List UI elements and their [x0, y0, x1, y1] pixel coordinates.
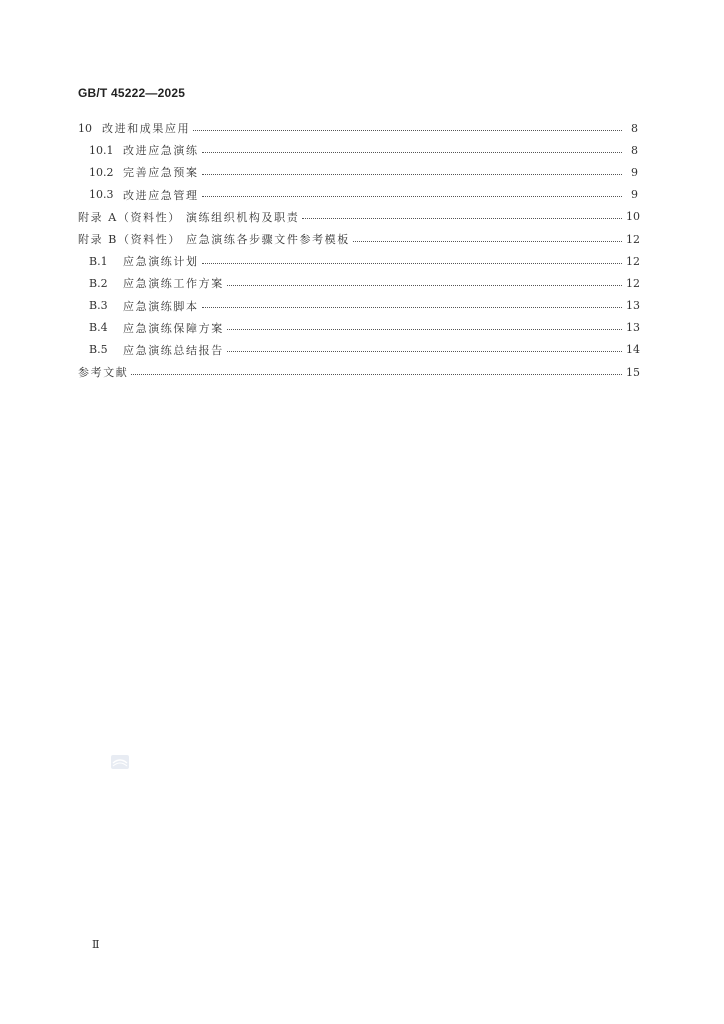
toc-entry-title: 改进应急管理	[123, 188, 199, 202]
toc-leader-dots	[353, 241, 622, 242]
toc-entry-page: 9	[631, 165, 638, 179]
toc-entry-number: B.2	[89, 276, 108, 290]
toc-entry-title: 应急演练工作方案	[123, 277, 224, 291]
toc-entry-number: B.1	[89, 254, 108, 268]
toc-leader-dots	[202, 196, 622, 197]
toc-entry-title: 附录 B（资料性） 应急演练各步骤文件参考模板	[78, 233, 350, 247]
toc-entry[interactable]	[78, 272, 638, 294]
publisher-logo-graphic	[110, 754, 130, 770]
toc-leader-dots	[227, 329, 622, 330]
toc-leader-dots	[131, 374, 622, 375]
document-header: GB/T 45222—2025	[78, 86, 186, 100]
toc-entry-title: 应急演练计划	[123, 255, 199, 269]
toc-entry-title: 应急演练脚本	[123, 299, 199, 313]
toc-entry[interactable]	[78, 361, 638, 383]
toc-entry-title: 应急演练保障方案	[123, 321, 224, 335]
toc-leader-dots	[227, 351, 622, 352]
toc-leader-dots	[202, 174, 622, 175]
table-of-contents	[78, 117, 638, 383]
toc-entry-title: 改进应急演练	[123, 144, 199, 158]
toc-entry[interactable]	[78, 184, 638, 206]
page-number: Ⅱ	[92, 938, 100, 951]
toc-entry[interactable]	[78, 206, 638, 228]
toc-entry-page: 12	[626, 254, 640, 268]
toc-entry[interactable]	[78, 317, 638, 339]
toc-entry[interactable]	[78, 250, 638, 272]
toc-entry-page: 12	[626, 276, 640, 290]
toc-entry-page: 8	[631, 143, 638, 157]
toc-entry-page: 10	[626, 210, 640, 224]
toc-entry-number: B.5	[89, 343, 108, 357]
toc-entry-page: 13	[626, 299, 640, 313]
toc-leader-dots	[193, 130, 622, 131]
toc-entry-number: B.3	[89, 299, 108, 313]
toc-entry-page: 14	[626, 343, 640, 357]
toc-leader-dots	[302, 218, 622, 219]
toc-entry-title: 改进和成果应用	[102, 122, 191, 136]
toc-entry-number: 10.2	[89, 165, 114, 179]
toc-leader-dots	[202, 307, 622, 308]
toc-entry-page: 9	[631, 188, 638, 202]
toc-entry[interactable]	[78, 161, 638, 183]
toc-entry-title: 参考文献	[78, 366, 129, 380]
toc-entry-page: 12	[626, 232, 640, 246]
toc-entry[interactable]	[78, 295, 638, 317]
toc-leader-dots	[202, 263, 622, 264]
toc-entry-number: 10.3	[89, 188, 114, 202]
toc-entry[interactable]	[78, 139, 638, 161]
toc-entry-page: 8	[631, 121, 638, 135]
toc-entry[interactable]	[78, 117, 638, 139]
toc-entry-page: 15	[626, 365, 640, 379]
toc-entry-title: 完善应急预案	[123, 166, 199, 180]
publisher-logo-icon	[110, 754, 130, 770]
toc-entry[interactable]	[78, 339, 638, 361]
toc-entry-page: 13	[626, 321, 640, 335]
toc-entry-title: 附录 A（资料性） 演练组织机构及职责	[78, 210, 300, 224]
toc-leader-dots	[227, 285, 622, 286]
toc-entry[interactable]	[78, 228, 638, 250]
toc-leader-dots	[202, 152, 622, 153]
toc-entry-title: 应急演练总结报告	[123, 343, 224, 357]
toc-entry-number: 10.1	[89, 143, 114, 157]
toc-entry-number: 10	[78, 121, 92, 135]
toc-entry-number: B.4	[89, 321, 108, 335]
